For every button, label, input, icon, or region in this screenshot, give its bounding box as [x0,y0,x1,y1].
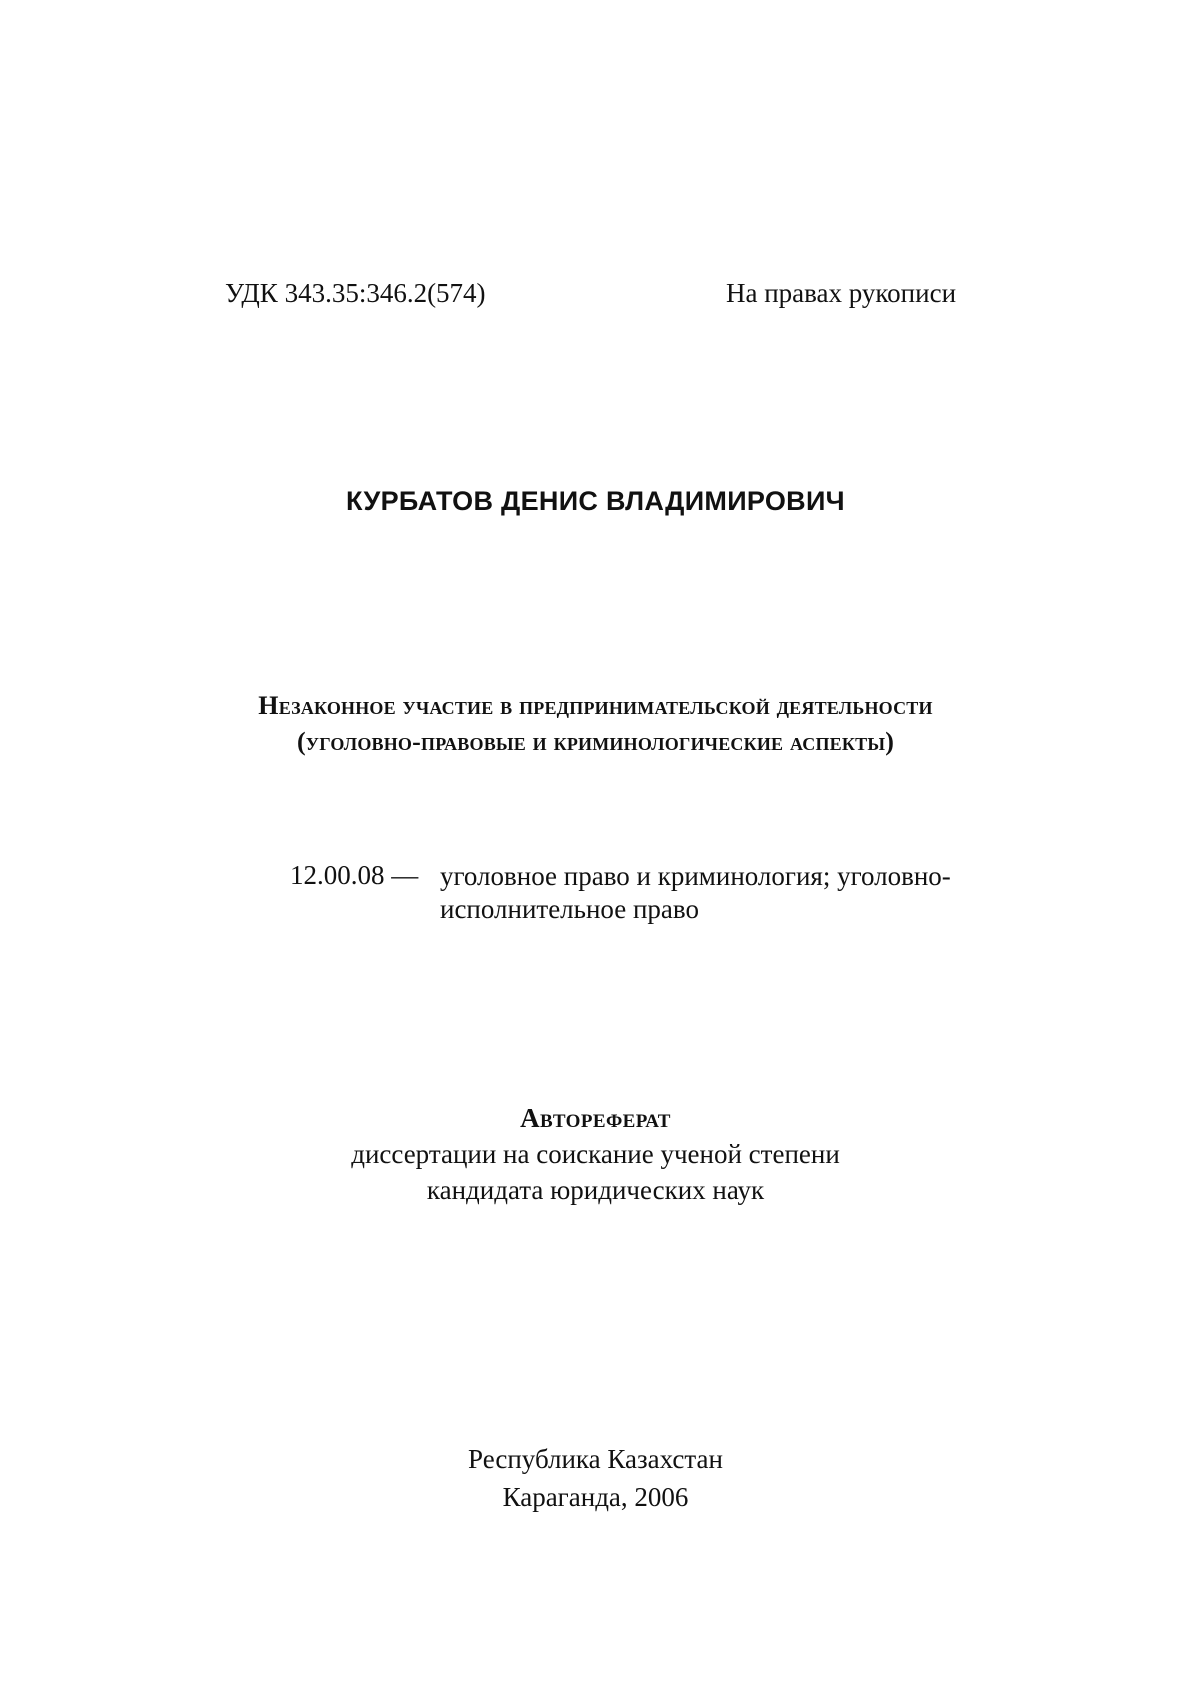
abstract-line-2: кандидата юридических наук [426,1175,765,1205]
title-line-2: (уголовно-правовые и криминологические аспекты) [296,727,895,756]
title-line-1: Незаконное участие в предпринимательской деятельности [258,691,933,720]
city-year: Караганда, 2006 [502,1482,689,1512]
specialty-line-1: уголовное право и криминология; уголовно- [440,861,951,891]
abstract-heading: Автореферат [520,1103,671,1133]
specialty-code: 12.00.08 — [290,860,419,890]
abstract-line-1: диссертации на соискание ученой степени [351,1139,840,1169]
specialty-name [440,860,951,926]
publication-place [0,1440,1191,1516]
dissertation-title [0,688,1191,760]
manuscript-rights: На правах рукописи [726,278,957,308]
udk-code: УДК 343.35:346.2(574) [225,278,486,308]
specialty-line-2: исполнительное право [440,894,699,924]
abstract-block [0,1100,1191,1208]
author-name: КУРБАТОВ ДЕНИС ВЛАДИМИРОВИЧ [346,486,845,516]
country: Республика Казахстан [468,1444,723,1474]
